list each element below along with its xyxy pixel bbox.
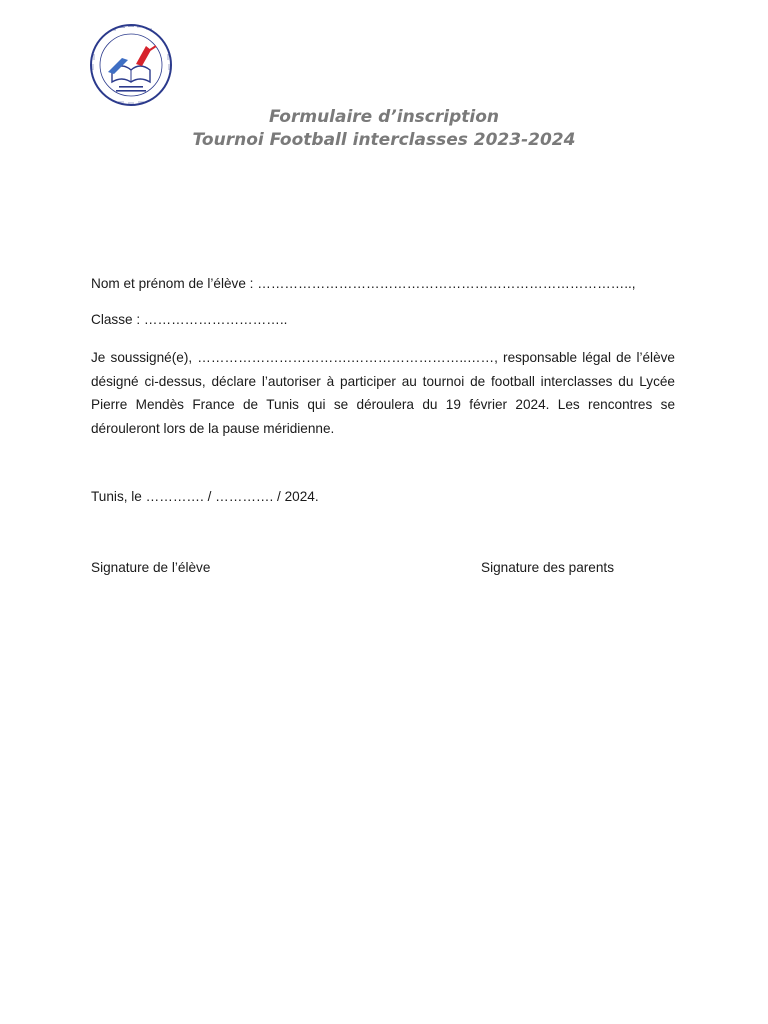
document-title xyxy=(0,106,768,152)
class-field: Classe : ………………………….. xyxy=(91,312,288,327)
school-logo xyxy=(88,24,178,108)
student-signature-label: Signature de l’élève xyxy=(91,560,211,575)
consent-paragraph: Je soussigné(e), …………………………….……………………..……, responsable légal de l’élève désigné ci-dessus, déclare l’autoriser à participer au tournoi de football interclasses du Lycée Pierre Mendès France de Tunis qui se déroulera du 19 février 2024. Les rencontres se dérouleront lors de la pause méridienne. xyxy=(91,350,675,436)
school-seal-icon xyxy=(88,24,178,108)
title-line-1: Formulaire d’inscription xyxy=(269,107,499,127)
parents-signature-label: Signature des parents xyxy=(481,560,615,575)
title-line-2: Tournoi Football interclasses 2023-2024 xyxy=(192,130,576,150)
date-line: Tunis, le …………. / …………. / 2024. xyxy=(91,489,319,504)
student-name-field: Nom et prénom de l’élève : ……………………………………………………………………….., xyxy=(91,276,636,291)
